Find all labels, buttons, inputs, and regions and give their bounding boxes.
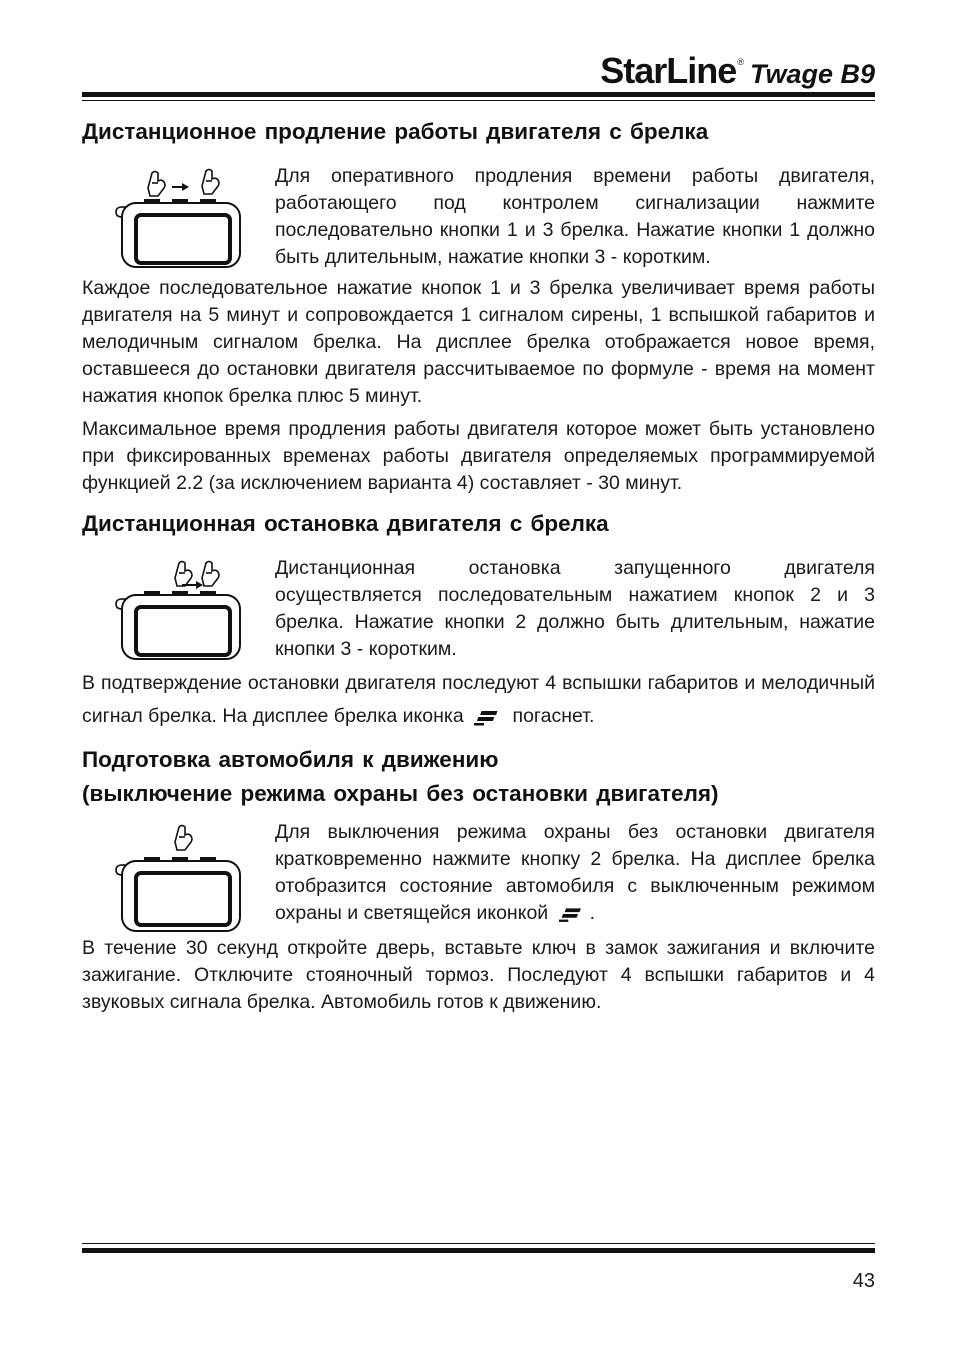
brand-header bbox=[600, 50, 875, 92]
keyfob-buttons-1-3-icon bbox=[82, 163, 275, 271]
keyfob-illustration bbox=[82, 555, 275, 663]
keyfob-button-2-icon bbox=[82, 819, 275, 937]
keyfob-illustration bbox=[82, 163, 275, 271]
intro-text: Дистанционная остановка запущенного двигателя осуществляется последовательным нажатием кнопок 2 и 3 брелка. Нажатие кнопки 2 должно быть длительным, нажатие кнопки 3 - коротким. bbox=[275, 557, 875, 660]
intro-text-start: Для выключения режима охраны без остановки двигателя кратковременно нажмите кнопку 2 брелка. На дисплее брелка отобразится состояние автомобиля с выключенным режимом охраны и светящейся иконкой bbox=[275, 821, 875, 924]
footer-rule bbox=[82, 1248, 875, 1253]
section-title: Дистанционная остановка двигателя с брелка bbox=[82, 511, 609, 536]
paragraph: Каждое последовательное нажатие кнопок 1 и 3 брелка увеличивает время работы двигателя на 5 минут и сопровождается 1 сигналом сирены, 1 вспышкой габаритов и мелодичным сигналом брелка. На дисплее брелка отображается новое время, оставшееся до остановки двигателя рассчитываемое по формуле - время на момент нажатия кнопок брелка плюс 5 минут. bbox=[82, 277, 875, 407]
keyfob-buttons-2-3-icon bbox=[82, 555, 275, 663]
intro-text bbox=[275, 819, 875, 927]
section-prepare-driving bbox=[82, 743, 875, 1016]
intro-text-end: . bbox=[589, 902, 596, 924]
instruction-block bbox=[82, 555, 875, 663]
instruction-block bbox=[82, 819, 875, 927]
paragraph: В течение 30 секунд откройте дверь, вставьте ключ в замок зажигания и включите зажигание. Отключите стояночный тормоз. Последуют 4 вспышки габаритов и 4 звуковых сигнала брелка. Автомобиль готов к движению. bbox=[82, 937, 875, 1013]
paragraph: Максимальное время продления работы двигателя которое может быть установлено при фиксированных временах работы двигателя определяемых программируемой функцией 2.2 (за исключением варианта 4) составляет - 30 минут. bbox=[82, 418, 875, 494]
header-rule bbox=[82, 92, 875, 97]
intro-text: Для оперативного продления времени работы двигателя, работающего под контролем сигнализации нажмите последовательно кнопки 1 и 3 брелка. Нажатие кнопки 1 должно быть длительным, нажатие кнопки 3 - коротким. bbox=[275, 165, 875, 268]
paragraph-text-end: погаснет. bbox=[512, 705, 595, 727]
footer-rule-thin bbox=[82, 1243, 875, 1244]
section-title-line1: Подготовка автомобиля к движению bbox=[82, 747, 499, 772]
brand-logo: StarLine bbox=[600, 50, 737, 91]
keyfob-illustration bbox=[82, 819, 275, 927]
engine-running-icon bbox=[558, 904, 586, 924]
section-title: Дистанционное продление работы двигателя с брелка bbox=[82, 119, 709, 144]
paragraph bbox=[82, 667, 875, 733]
paragraph-text: В подтверждение остановки двигателя последуют 4 вспышки габаритов и мелодичный сигнал брелка. На дисплее брелка иконка bbox=[82, 672, 875, 727]
page-number: 43 bbox=[852, 1270, 875, 1292]
registered-mark: ® bbox=[737, 57, 744, 67]
header-rule-thin bbox=[82, 100, 875, 101]
instruction-block bbox=[82, 163, 875, 271]
engine-running-icon bbox=[473, 707, 503, 727]
section-extend-engine bbox=[82, 115, 875, 497]
model-name: Twage B9 bbox=[749, 59, 875, 89]
section-title bbox=[82, 743, 875, 811]
page-content bbox=[82, 115, 875, 1026]
section-title-line2: (выключение режима охраны без остановки двигателя) bbox=[82, 781, 719, 806]
section-stop-engine bbox=[82, 507, 875, 733]
